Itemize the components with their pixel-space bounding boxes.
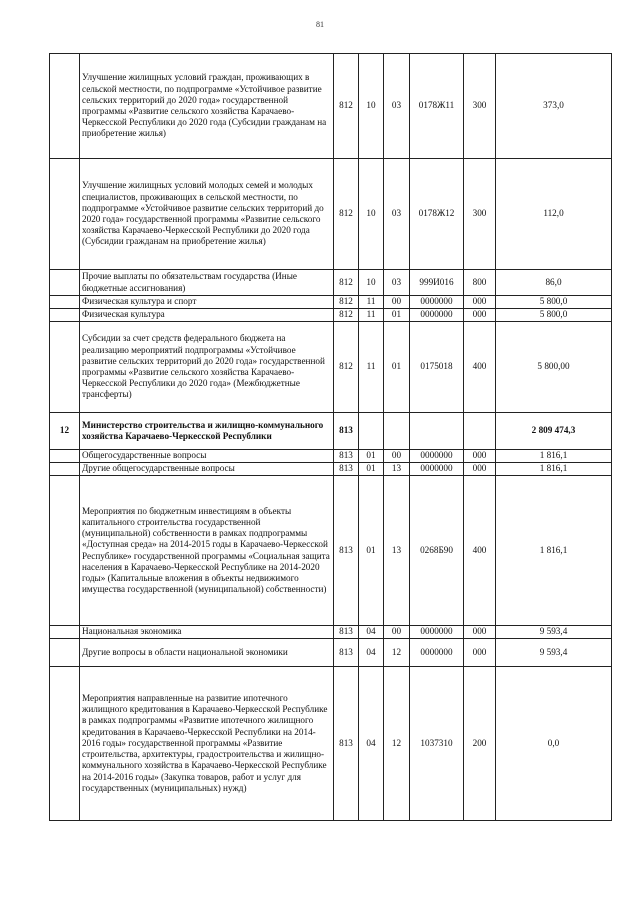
row-number-cell bbox=[50, 463, 80, 476]
subsection-code-cell: 01 bbox=[384, 309, 410, 322]
row-number-cell bbox=[50, 639, 80, 667]
item-name-cell: Министерство строительства и жилищно-коммунального хозяйства Карачаево-Черкесской Республики bbox=[80, 413, 334, 450]
row-number-cell bbox=[50, 322, 80, 413]
section-code-cell: 10 bbox=[359, 159, 384, 270]
target-article-cell bbox=[410, 413, 464, 450]
row-number-cell: 12 bbox=[50, 413, 80, 450]
table-row bbox=[50, 296, 612, 309]
expense-type-cell: 000 bbox=[464, 639, 496, 667]
subsection-code-cell: 03 bbox=[384, 54, 410, 159]
section-code-cell: 01 bbox=[359, 476, 384, 626]
item-name-cell: Мероприятия по бюджетным инвестициям в объекты капитального строительства государственной (муниципальной) собственности в рамках подпрограммы «Доступная среда» на 2014-2015 годы в Карачаево-Черкесской Республике» государственной программы «Социальная защита населения в Карачаево-Черкесской Республике на 2014-2020 годы» (Капитальные вложения в объекты недвижимого имущества государственной (муниципальной) собственности) bbox=[80, 476, 334, 626]
target-article-cell: 0175018 bbox=[410, 322, 464, 413]
expense-type-cell: 800 bbox=[464, 270, 496, 296]
section-code-cell: 04 bbox=[359, 626, 384, 639]
table-row bbox=[50, 626, 612, 639]
subsection-code-cell: 03 bbox=[384, 270, 410, 296]
amount-cell: 9 593,4 bbox=[496, 639, 612, 667]
section-code-cell: 01 bbox=[359, 450, 384, 463]
amount-cell: 112,0 bbox=[496, 159, 612, 270]
target-article-cell: 0178Ж12 bbox=[410, 159, 464, 270]
ministry-code-cell: 813 bbox=[334, 450, 359, 463]
item-name-cell: Физическая культура и спорт bbox=[80, 296, 334, 309]
amount-cell: 2 809 474,3 bbox=[496, 413, 612, 450]
row-number-cell bbox=[50, 159, 80, 270]
row-number-cell bbox=[50, 476, 80, 626]
page-number: 81 bbox=[316, 20, 324, 29]
target-article-cell: 0000000 bbox=[410, 309, 464, 322]
target-article-cell: 0000000 bbox=[410, 450, 464, 463]
row-number-cell bbox=[50, 296, 80, 309]
subsection-code-cell: 13 bbox=[384, 476, 410, 626]
table-row bbox=[50, 159, 612, 270]
subsection-code-cell: 12 bbox=[384, 639, 410, 667]
expense-type-cell: 300 bbox=[464, 159, 496, 270]
section-code-cell: 04 bbox=[359, 667, 384, 821]
target-article-cell: 0000000 bbox=[410, 463, 464, 476]
amount-cell: 1 816,1 bbox=[496, 476, 612, 626]
amount-cell: 0,0 bbox=[496, 667, 612, 821]
amount-cell: 1 816,1 bbox=[496, 463, 612, 476]
amount-cell: 9 593,4 bbox=[496, 626, 612, 639]
amount-cell: 86,0 bbox=[496, 270, 612, 296]
amount-cell: 373,0 bbox=[496, 54, 612, 159]
row-number-cell bbox=[50, 667, 80, 821]
subsection-code-cell: 00 bbox=[384, 626, 410, 639]
expense-type-cell: 300 bbox=[464, 54, 496, 159]
item-name-cell: Общегосударственные вопросы bbox=[80, 450, 334, 463]
section-code-cell: 10 bbox=[359, 270, 384, 296]
subsection-code-cell: 00 bbox=[384, 450, 410, 463]
table-row bbox=[50, 667, 612, 821]
amount-cell: 1 816,1 bbox=[496, 450, 612, 463]
row-number-cell bbox=[50, 309, 80, 322]
target-article-cell: 0000000 bbox=[410, 639, 464, 667]
table-row bbox=[50, 270, 612, 296]
subsection-code-cell: 13 bbox=[384, 463, 410, 476]
target-article-cell: 0000000 bbox=[410, 296, 464, 309]
ministry-code-cell: 812 bbox=[334, 54, 359, 159]
ministry-code-cell: 813 bbox=[334, 626, 359, 639]
target-article-cell: 0000000 bbox=[410, 626, 464, 639]
expense-type-cell: 400 bbox=[464, 476, 496, 626]
expense-type-cell: 000 bbox=[464, 626, 496, 639]
expense-type-cell: 000 bbox=[464, 309, 496, 322]
table-row bbox=[50, 413, 612, 450]
expense-type-cell: 200 bbox=[464, 667, 496, 821]
row-number-cell bbox=[50, 270, 80, 296]
row-number-cell bbox=[50, 626, 80, 639]
section-code-cell: 11 bbox=[359, 309, 384, 322]
target-article-cell: 0178Ж11 bbox=[410, 54, 464, 159]
subsection-code-cell bbox=[384, 413, 410, 450]
target-article-cell: 999И016 bbox=[410, 270, 464, 296]
ministry-code-cell: 812 bbox=[334, 296, 359, 309]
expense-type-cell: 000 bbox=[464, 463, 496, 476]
section-code-cell: 11 bbox=[359, 322, 384, 413]
ministry-code-cell: 812 bbox=[334, 322, 359, 413]
row-number-cell bbox=[50, 450, 80, 463]
expense-type-cell: 000 bbox=[464, 450, 496, 463]
budget-table bbox=[49, 53, 612, 821]
table-row bbox=[50, 639, 612, 667]
ministry-code-cell: 813 bbox=[334, 667, 359, 821]
expense-type-cell: 000 bbox=[464, 296, 496, 309]
item-name-cell: Физическая культура bbox=[80, 309, 334, 322]
ministry-code-cell: 813 bbox=[334, 639, 359, 667]
budget-table-body bbox=[50, 54, 612, 821]
table-row bbox=[50, 309, 612, 322]
item-name-cell: Прочие выплаты по обязательствам государства (Иные бюджетные ассигнования) bbox=[80, 270, 334, 296]
table-row bbox=[50, 463, 612, 476]
ministry-code-cell: 813 bbox=[334, 463, 359, 476]
table-row bbox=[50, 450, 612, 463]
subsection-code-cell: 03 bbox=[384, 159, 410, 270]
subsection-code-cell: 01 bbox=[384, 322, 410, 413]
subsection-code-cell: 12 bbox=[384, 667, 410, 821]
ministry-code-cell: 812 bbox=[334, 309, 359, 322]
table-row bbox=[50, 322, 612, 413]
section-code-cell: 10 bbox=[359, 54, 384, 159]
section-code-cell bbox=[359, 413, 384, 450]
table-row bbox=[50, 54, 612, 159]
target-article-cell: 0268Б90 bbox=[410, 476, 464, 626]
row-number-cell bbox=[50, 54, 80, 159]
item-name-cell: Национальная экономика bbox=[80, 626, 334, 639]
ministry-code-cell: 812 bbox=[334, 159, 359, 270]
ministry-code-cell: 812 bbox=[334, 270, 359, 296]
subsection-code-cell: 00 bbox=[384, 296, 410, 309]
item-name-cell: Другие общегосударственные вопросы bbox=[80, 463, 334, 476]
table-row bbox=[50, 476, 612, 626]
ministry-code-cell: 813 bbox=[334, 476, 359, 626]
item-name-cell: Улучшение жилищных условий граждан, проживающих в сельской местности, по подпрограмме «Устойчивое развитие сельских территорий до 2020 года» государственной программы «Развитие сельского хозяйства Карачаево-Черкесской Республики до 2020 года (Субсидии гражданам на приобретение жилья) bbox=[80, 54, 334, 159]
amount-cell: 5 800,0 bbox=[496, 296, 612, 309]
item-name-cell: Другие вопросы в области национальной экономики bbox=[80, 639, 334, 667]
amount-cell: 5 800,0 bbox=[496, 309, 612, 322]
section-code-cell: 11 bbox=[359, 296, 384, 309]
expense-type-cell: 400 bbox=[464, 322, 496, 413]
ministry-code-cell: 813 bbox=[334, 413, 359, 450]
item-name-cell: Мероприятия направленные на развитие ипотечного жилищного кредитования в Карачаево-Черкесской Республике в рамках подпрограммы «Развитие ипотечного жилищного кредитования в Карачаево-Черкесской Республики на 2014-2016 годы» государственной программы «Развитие строительства, архитектуры, градостроительства и жилищно-коммунального хозяйства в Карачаево-Черкесской Республике на 2014-2016 годы» (Закупка товаров, работ и услуг для государственных (муниципальных) нужд) bbox=[80, 667, 334, 821]
item-name-cell: Улучшение жилищных условий молодых семей и молодых специалистов, проживающих в сельской местности, по подпрограмме «Устойчивое развитие сельских территорий до 2020 года» государственной программы «Развитие сельского хозяйства Карачаево-Черкесской Республики до 2020 года (Субсидии гражданам на приобретение жилья) bbox=[80, 159, 334, 270]
section-code-cell: 04 bbox=[359, 639, 384, 667]
section-code-cell: 01 bbox=[359, 463, 384, 476]
expense-type-cell bbox=[464, 413, 496, 450]
amount-cell: 5 800,00 bbox=[496, 322, 612, 413]
item-name-cell: Субсидии за счет средств федерального бюджета на реализацию мероприятий подпрограммы «Устойчивое развитие сельских территорий до 2020 года» государственной программы «Развитие сельского хозяйства Карачаево-Черкесской Республики до 2020 года» (Межбюджетные трансферты) bbox=[80, 322, 334, 413]
target-article-cell: 1037310 bbox=[410, 667, 464, 821]
